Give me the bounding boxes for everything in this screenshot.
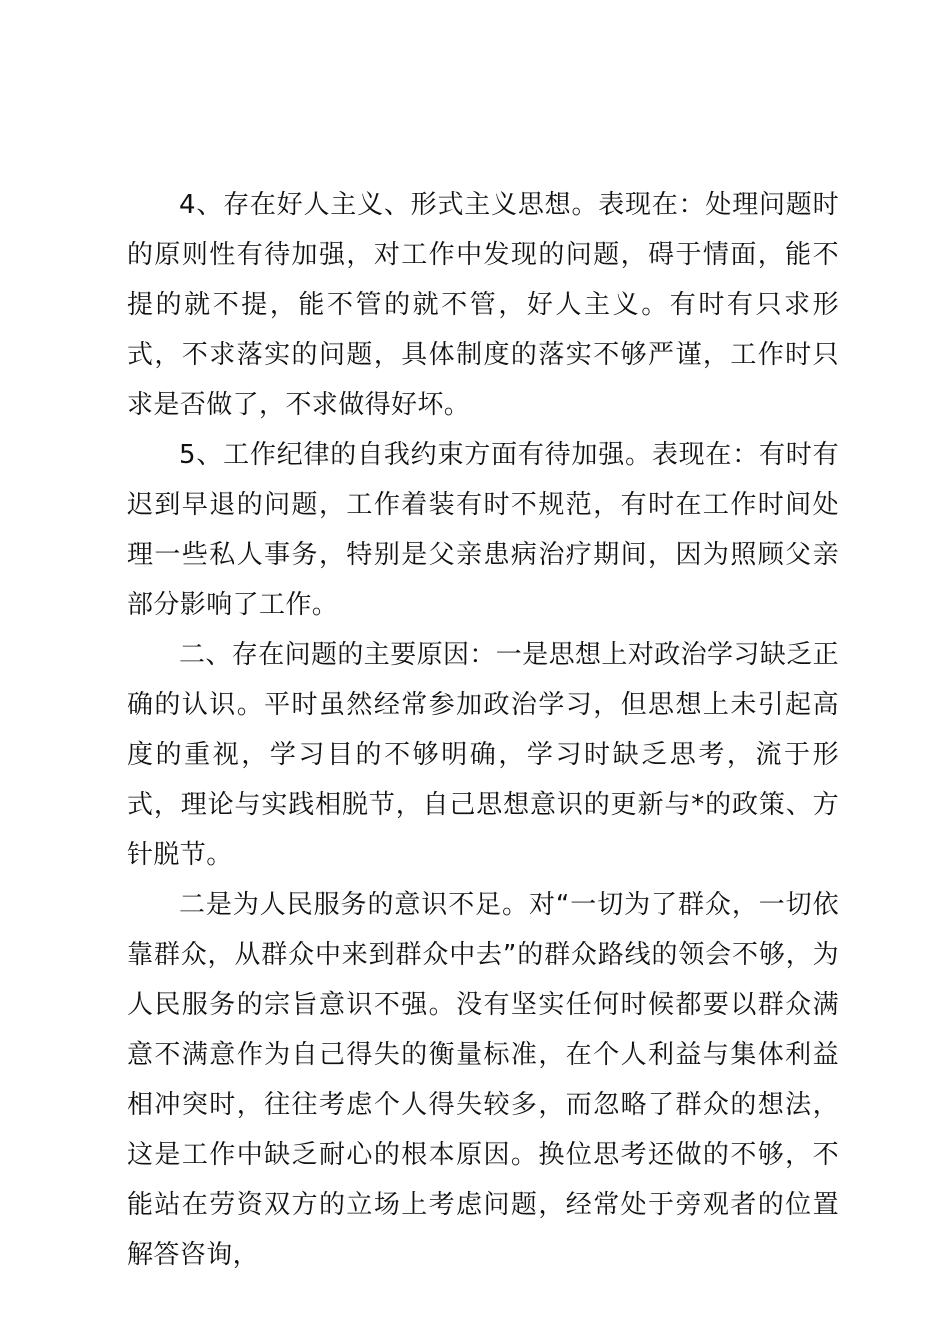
document-body (127, 180, 839, 1280)
paragraph-service-awareness: 二是为人民服务的意识不足。对“一切为了群众，一切依靠群众，从群众中来到群众中去”的群众路线的领会不够，为人民服务的宗旨意识不强。没有坚实任何时候都要以群众满意不满意作为自己得失的衡量标准，在个人利益与集体利益相冲突时，往往考虑个人得失较多，而忽略了群众的想法，这是工作中缺乏耐心的根本原因。换位思考还做的不够，不能站在劳资双方的立场上考虑问题，经常处于旁观者的位置解答咨询， (127, 890, 839, 1270)
paragraph-item-5: 5、工作纪律的自我约束方面有待加强。表现在：有时有迟到早退的问题，工作着装有时不规范，有时在工作时间处理一些私人事务，特别是父亲患病治疗期间，因为照顾父亲部分影响了工作。 (127, 440, 839, 620)
paragraph-main-causes: 二、存在问题的主要原因：一是思想上对政治学习缺乏正确的认识。平时虽然经常参加政治学习，但思想上未引起高度的重视，学习目的不够明确，学习时缺乏思考，流于形式，理论与实践相脱节，自己思想意识的更新与*的政策、方针脱节。 (127, 640, 840, 870)
paragraph-item-4: 4、存在好人主义、形式主义思想。表现在：处理问题时的原则性有待加强，对工作中发现的问题，碍于情面，能不提的就不提，能不管的就不管，好人主义。有时有只求形式，不求落实的问题，具体制度的落实不够严谨，工作时只求是否做了，不求做得好坏。 (127, 190, 839, 420)
